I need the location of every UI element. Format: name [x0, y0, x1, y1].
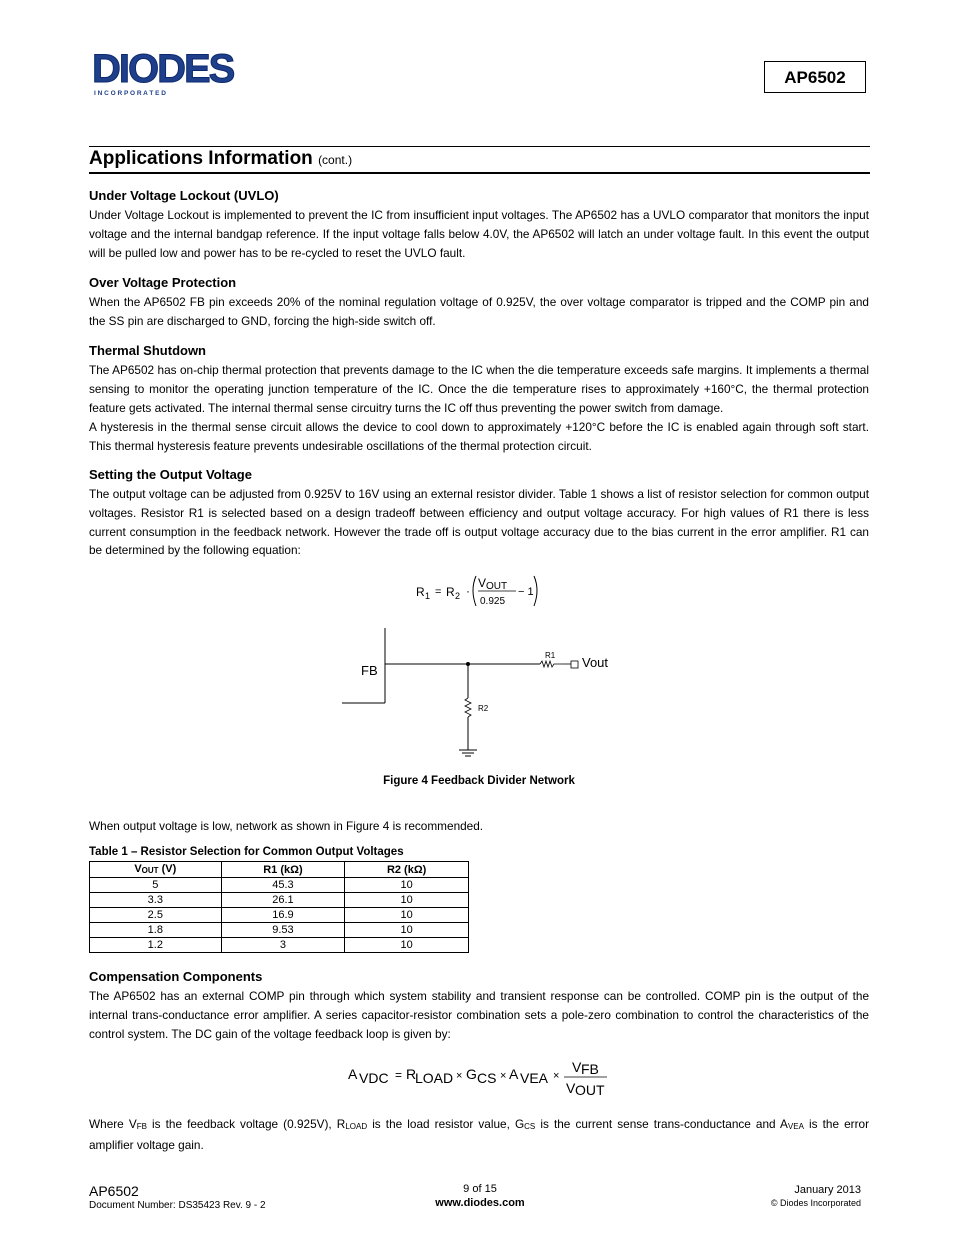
footer-right [700, 1184, 861, 1208]
thermal-heading: Thermal Shutdown [89, 343, 206, 358]
r1-resistor [540, 661, 562, 667]
footer-url[interactable]: www.diodes.com [435, 1197, 525, 1209]
section-title: Applications Information (cont.) [89, 148, 353, 169]
svg-text:FB: FB [581, 1061, 599, 1077]
vout-terminal [571, 661, 578, 668]
svg-text:=: = [435, 586, 442, 598]
svg-text:LOAD: LOAD [415, 1070, 454, 1086]
svg-text:G: G [466, 1066, 477, 1082]
svg-text:VDC: VDC [359, 1070, 389, 1086]
svg-text:=: = [395, 1068, 403, 1082]
svg-text:0.925: 0.925 [480, 596, 506, 607]
part-number-box: AP6502 [764, 61, 866, 93]
figure-caption: Figure 4 Feedback Divider Network [383, 775, 575, 787]
svg-text:×: × [553, 1070, 560, 1082]
feedback-divider-circuit [330, 620, 630, 768]
diodes-logo [92, 48, 264, 98]
title-rule-bottom [89, 172, 870, 174]
output-voltage-paragraph: The output voltage can be adjusted from 0.925V to 16V using an external resistor divider. Table 1 shows a list of resistor selection for common output voltages. Resistor R1 is selected based on a design tradeoff between efficiency and output voltage accuracy. For high values of R1 there is less current consumption in the feedback network. However the trade off is output voltage accuracy due to the bias current in the error amplifier. R1 can be determined by the following equation: [89, 487, 869, 558]
footer-center [380, 1183, 580, 1209]
table-row: 1.2 3 10 [90, 938, 469, 953]
svg-text:I N C O R P O R A T E D: I N C O R P O R A T E D [94, 90, 166, 97]
ovp-paragraph: When the AP6502 FB pin exceeds 20% of the nominal regulation voltage of 0.925V, the over voltage comparator is tripped and the COMP pin and the SS pin are discharged to GND, forcing the high-side switch off. [89, 295, 869, 328]
svg-text:OUT: OUT [486, 581, 508, 592]
col-r2: R2 (kΩ) [345, 862, 469, 878]
svg-text:− 1: − 1 [518, 586, 534, 598]
svg-text:R: R [416, 585, 425, 599]
uvlo-heading: Under Voltage Lockout (UVLO) [89, 188, 279, 203]
svg-text:A: A [509, 1066, 519, 1082]
r1-equation [410, 572, 550, 612]
table-row: 1.8 9.53 10 [90, 923, 469, 938]
table-row: 2.5 16.9 10 [90, 908, 469, 923]
thermal-paragraph-2: A hysteresis in the thermal sense circuit allows the device to cool down to approximately +120°C before the IC is enabled again through soft start. This thermal hysteresis feature prevents undesirable oscillations of the thermal protection circuit. [89, 420, 869, 453]
uvlo-paragraph: Under Voltage Lockout is implemented to prevent the IC from insufficient input voltages. The AP6502 has a UVLO comparator that monitors the input voltage and the internal bandgap reference. If the input voltage falls below 4.0V, the AP6502 will latch an under voltage fault. In this event the output will be pulled low and power has to be re-cycled to reset the UVLO fault. [89, 208, 869, 260]
r1-label: R1 [545, 651, 556, 660]
svg-text:DIODES: DIODES [92, 48, 234, 91]
svg-text:×: × [456, 1070, 463, 1082]
svg-text:·: · [466, 584, 470, 598]
table-header-row [90, 862, 469, 878]
low-voltage-note: When output voltage is low, network as shown in Figure 4 is recommended. [89, 819, 484, 833]
svg-text:R: R [446, 585, 455, 599]
output-voltage-heading: Setting the Output Voltage [89, 467, 252, 482]
page-number: 9 of 15 [463, 1183, 497, 1195]
dc-gain-equation [345, 1055, 615, 1100]
footer-copyright: © Diodes Incorporated [770, 1198, 861, 1208]
table-row: 5 45.3 10 [90, 878, 469, 893]
svg-text:R: R [406, 1066, 417, 1082]
ovp-heading: Over Voltage Protection [89, 275, 237, 290]
svg-text:VEA: VEA [520, 1070, 549, 1086]
table-row: 3.3 26.1 10 [90, 893, 469, 908]
svg-text:V: V [572, 1059, 582, 1075]
svg-text:2: 2 [455, 591, 461, 601]
r2-resistor [465, 698, 471, 717]
table-caption: Table 1 – Resistor Selection for Common Output Voltages [89, 846, 404, 858]
footer-doc-number: Document Number: DS35423 Rev. 9 - 2 [89, 1200, 266, 1211]
thermal-paragraph-1: The AP6502 has on-chip thermal protection that prevents damage to the IC when the die temperature exceeds safe margins. It implements a thermal sensing to monitor the operating junction temperature of the IC. Once the die temperature rises to approximately +160°C, the thermal protection feature gets activated. The internal thermal sense circuitry turns the IC off thus preventing the power switch from damage. [89, 363, 869, 415]
svg-text:V: V [566, 1080, 576, 1096]
where-paragraph: Where VFB is the feedback voltage (0.925V), RLOAD is the load resistor value, GCS is the current sense trans-conductance and AVEA is the error amplifier voltage gain. [89, 1117, 870, 1152]
col-r1: R1 (kΩ) [221, 862, 345, 878]
svg-text:×: × [500, 1070, 507, 1082]
r2-label: R2 [478, 704, 489, 713]
svg-text:A: A [348, 1066, 358, 1082]
svg-text:CS: CS [477, 1070, 497, 1086]
svg-text:V: V [478, 576, 487, 590]
footer-date: January 2013 [794, 1184, 861, 1196]
footer-part: AP6502 [89, 1183, 139, 1199]
svg-text:OUT: OUT [575, 1082, 605, 1098]
compensation-heading: Compensation Components [89, 969, 263, 984]
fb-pin-label: FB [361, 663, 378, 678]
svg-text:1: 1 [425, 591, 431, 601]
resistor-selection-table [89, 861, 469, 953]
vout-label: Vout [582, 655, 609, 670]
col-vout: VOUT (V) [90, 862, 222, 878]
title-rule-top [89, 146, 870, 147]
compensation-paragraph: The AP6502 has an external COMP pin through which system stability and transient response can be controlled. COMP pin is the output of the internal trans-conductance error amplifier. A series capacitor-resistor combination sets a pole-zero combination to control the characteristics of the control system. The DC gain of the voltage feedback loop is given by: [89, 989, 869, 1041]
